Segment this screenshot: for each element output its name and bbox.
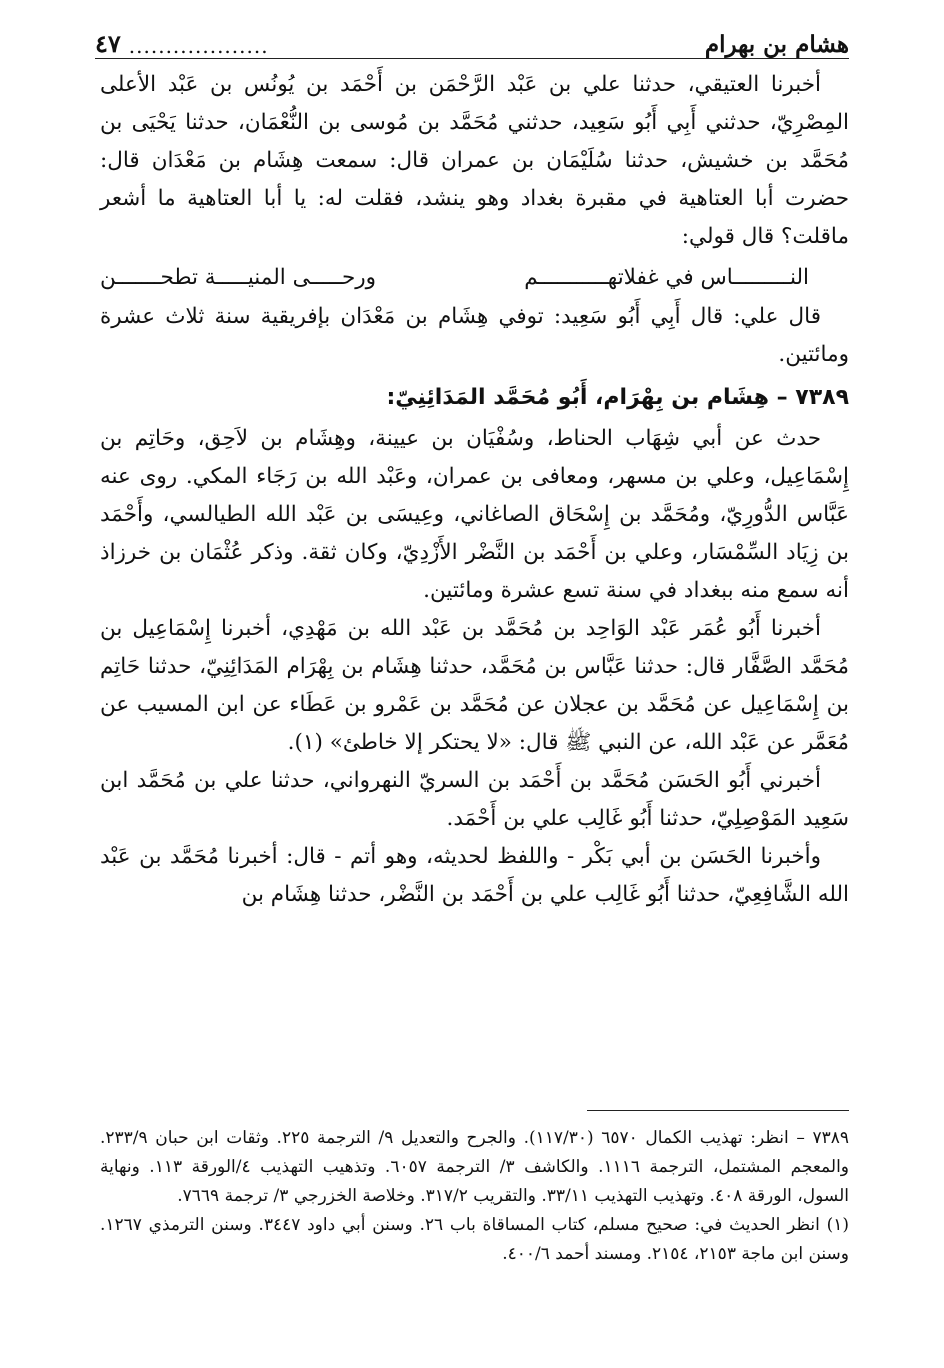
paragraph-death-note: قال علي: قال أَبِي أَبُو سَعِيد: توفي هِشَام بن مَعْدَان بإفريقية سنة ثلاث عشرة ومائتين. — [100, 304, 849, 367]
footnote-hadith-refs: (١) انظر الحديث في: صحيح مسلم، كتاب المساقاة باب ٢٦. وسنن أبي داود ٣٤٤٧. وسنن الترمذي ١٢٦٧. وسنن ابن ماجة ٢١٥٣، ٢١٥٤. ومسند أحمد ٤٠٠/٦. — [100, 1215, 849, 1264]
page-number: ٤٧ — [95, 29, 121, 58]
footnotes — [100, 1124, 849, 1269]
entry-paragraph-4: وأخبرنا الحَسَن بن أبي بَكْر - واللفظ لحديثه، وهو أتم - قال: أخبرنا مُحَمَّد بن عَبْد الله الشَّافِعِيّ، حدثنا أَبُو غَالِب علي بن أَحْمَد بن النَّضْر، حدثنا هِشَام بن — [100, 844, 849, 907]
footnote-entry-refs: ٧٣٨٩ – انظر: تهذيب الكمال ٦٥٧٠ (١١٧/٣٠). والجرح والتعديل ٩/ الترجمة ٢٢٥. وثقات ابن حبان ٢٣٣/٩. والمعجم المشتمل، الترجمة ١١١٦. والكاشف ٣/ الترجمة ٦٠٥٧. وتذهيب التهذيب ٤/الورقة ١١٣. ونهاية السول، الورقة ٤٠٨. وتهذيب التهذيب ٣٣/١١. والتقريب ٣١٧/٢. وخلاصة الخزرجي ٣/ ترجمة ٧٦٦٩. — [100, 1128, 849, 1206]
footnote-divider — [587, 1110, 849, 1111]
paragraph-attiqi: أخبرنا العتيقي، حدثنا علي بن عَبْد الرَّحْمَن بن أَحْمَد بن يُونُس بن عَبْد الأعلى المِصْرِيّ، حدثني أَبِي أَبُو سَعِيد، حدثني مُحَمَّد بن مُوسى بن النُّعْمَان، حدثنا يَحْيَى بن مُحَمَّد بن خشيش، حدثنا سُلَيْمَان بن عمران قال: سمعت هِشَام بن مَعْدَان قال: حضرت أبا العتاهية في مقبرة بغداد وهو ينشد، فقلت له: يا أبا العتاهية ما أشعر ماقلت؟ قال قولي: — [100, 72, 849, 249]
header-dots: ................... — [128, 34, 269, 58]
running-head: هشام بن بهرام — [704, 31, 849, 58]
poem-first-hemistich: النـــــــــاس في غفلاتهـــــــــــم — [524, 264, 809, 290]
entry-paragraph-3: أخبرني أَبُو الحَسَن مُحَمَّد بن أَحْمَد بن السريّ النهرواني، حدثنا علي بن مُحَمَّد ابن سَعِيد المَوْصِلِيّ، حدثنا أَبُو غَالِب علي بن أَحْمَد. — [100, 768, 849, 831]
entry-paragraph-2: أخبرنا أَبُو عُمَر عَبْد الوَاحِد بن مُحَمَّد بن عَبْد الله بن مَهْدِي، أخبرنا إِسْمَاعِيل بن مُحَمَّد الصَّفَّار قال: حدثنا عَبَّاس بن مُحَمَّد، حدثنا هِشَام بن بِهْرَام المَدَائِنِيّ، حدثنا حَاتِم بن إِسْمَاعِيل عن مُحَمَّد بن عجلان عن مُحَمَّد بن عَمْرو بن عَطَاء عن ابن المسيب عن مُعَمَّر عن عَبْد الله، عن النبي ﷺ قال: «لا يحتكر إلا خاطئ» (١). — [100, 616, 849, 755]
page-header — [95, 14, 849, 59]
entry-paragraph-1: حدث عن أبي شِهَاب الحناط، وسُفْيَان بن عيينة، وهِشَام بن لاَحِق، وحَاتِم بن إِسْمَاعِيل، وعلي بن مسهر، ومعافى بن عمران، وعَبْد الله بن رَجَاء المكي. روى عنه عَبَّاس الدُّورِيّ، ومُحَمَّد بن إِسْحَاق الصاغاني، وعِيسَى بن عَبْد الله الطيالسي، وأَحْمَد بن زِيَاد السِّمْسَار، وعلي بن أَحْمَد بن النَّضْر الأَزْدِيّ، وكان ثقة. وذكر عُثْمَان بن خرزاذ أنه سمع منه ببغداد في سنة تسع عشرة ومائتين. — [100, 426, 849, 603]
main-text — [100, 66, 849, 914]
poem-verse — [100, 256, 849, 298]
poem-second-hemistich: ورحـــــى المنيـــــة تطحـــــــن — [100, 264, 377, 290]
entry-heading: ٧٣٨٩ – هِشَام بن بِهْرَام، أَبُو مُحَمَّد المَدَائِنِيّ: — [386, 385, 849, 410]
